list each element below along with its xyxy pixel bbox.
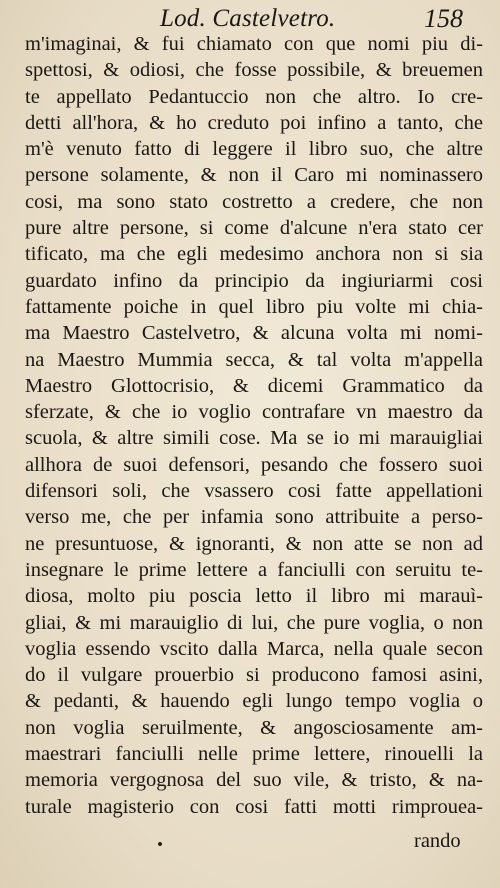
text-line: allhora de suoi defensori, pesando che fossero suoi	[25, 453, 483, 476]
text-line: difensori soli, che vsassero cosi fatte appellationi	[25, 480, 483, 503]
text-line: cosi, ma sono stato costretto a credere, che non	[25, 190, 483, 213]
text-line: m'è venuto fatto di leggere il libro suo, che altre	[25, 138, 483, 161]
catchword: rando	[414, 830, 461, 852]
text-line: voglia essendo vscito dalla Marca, nella quale secon	[25, 637, 483, 660]
text-line: tificato, ma che egli medesimo anchora non si sia	[25, 243, 483, 266]
text-line: Maestro Glottocrisio, & dicemi Grammatico da	[25, 374, 483, 397]
signature-dot	[158, 842, 162, 846]
text-line: maestrari fanciulli nelle prime lettere, rinouelli la	[25, 743, 483, 766]
text-line: detti all'hora, & ho creduto poi infino a tanto, che	[25, 111, 483, 134]
text-line: m'imaginai, & fui chiamato con que nomi piu di-	[25, 33, 483, 55]
page-footer	[0, 828, 500, 858]
text-line: guardato infino da principio da ingiuriarmi cosi	[25, 269, 483, 292]
text-line: do il vulgare prouerbio si producono famosi asini,	[25, 664, 483, 687]
text-line: fattamente poiche in quel libro piu volte mi chia-	[25, 295, 483, 318]
running-head: Lod. Castelvetro.	[160, 5, 336, 32]
text-line: diosa, molto piu poscia letto il libro mi marauì-	[25, 585, 483, 608]
text-line: ma Maestro Castelvetro, & alcuna volta mi nomi-	[25, 322, 483, 345]
text-line: & pedanti, & hauendo egli lungo tempo voglia o	[25, 690, 483, 713]
text-line: persone solamente, & non il Caro mi nominassero	[25, 164, 483, 187]
body-text	[25, 31, 483, 820]
text-line: sferzate, & che io voglio contrafare vn maestro da	[25, 401, 483, 424]
text-line: spettosi, & odiosi, che fosse possibile, & breuemen	[25, 59, 483, 82]
page-header	[0, 4, 500, 34]
text-line: memoria vergognosa del suo vile, & tristo, & na-	[25, 769, 483, 792]
text-line: scuola, & altre simili cose. Ma se io mi marauigliai	[25, 427, 483, 450]
text-line: gliai, & mi marauiglio di lui, che pure voglia, o non	[25, 611, 483, 634]
text-line: ne presuntuose, & ignoranti, & non atte se non ad	[25, 532, 483, 555]
text-line: non voglia seruilmente, & angosciosamente am-	[25, 716, 483, 739]
text-line: turale magisterio con cosi fatti motti rimprouea-	[25, 795, 483, 818]
text-line: verso me, che per infamia sono attribuite a perso-	[25, 506, 483, 529]
text-line: na Maestro Mummia secca, & tal volta m'appella	[25, 348, 483, 371]
text-line: insegnare le prime lettere a fanciulli con seruitu te-	[25, 558, 483, 581]
page-number: 158	[424, 4, 463, 33]
text-line: te appellato Pedantuccio non che altro. Io cre-	[25, 85, 483, 108]
text-line: pure altre persone, si come d'alcune n'era stato cer	[25, 217, 483, 240]
